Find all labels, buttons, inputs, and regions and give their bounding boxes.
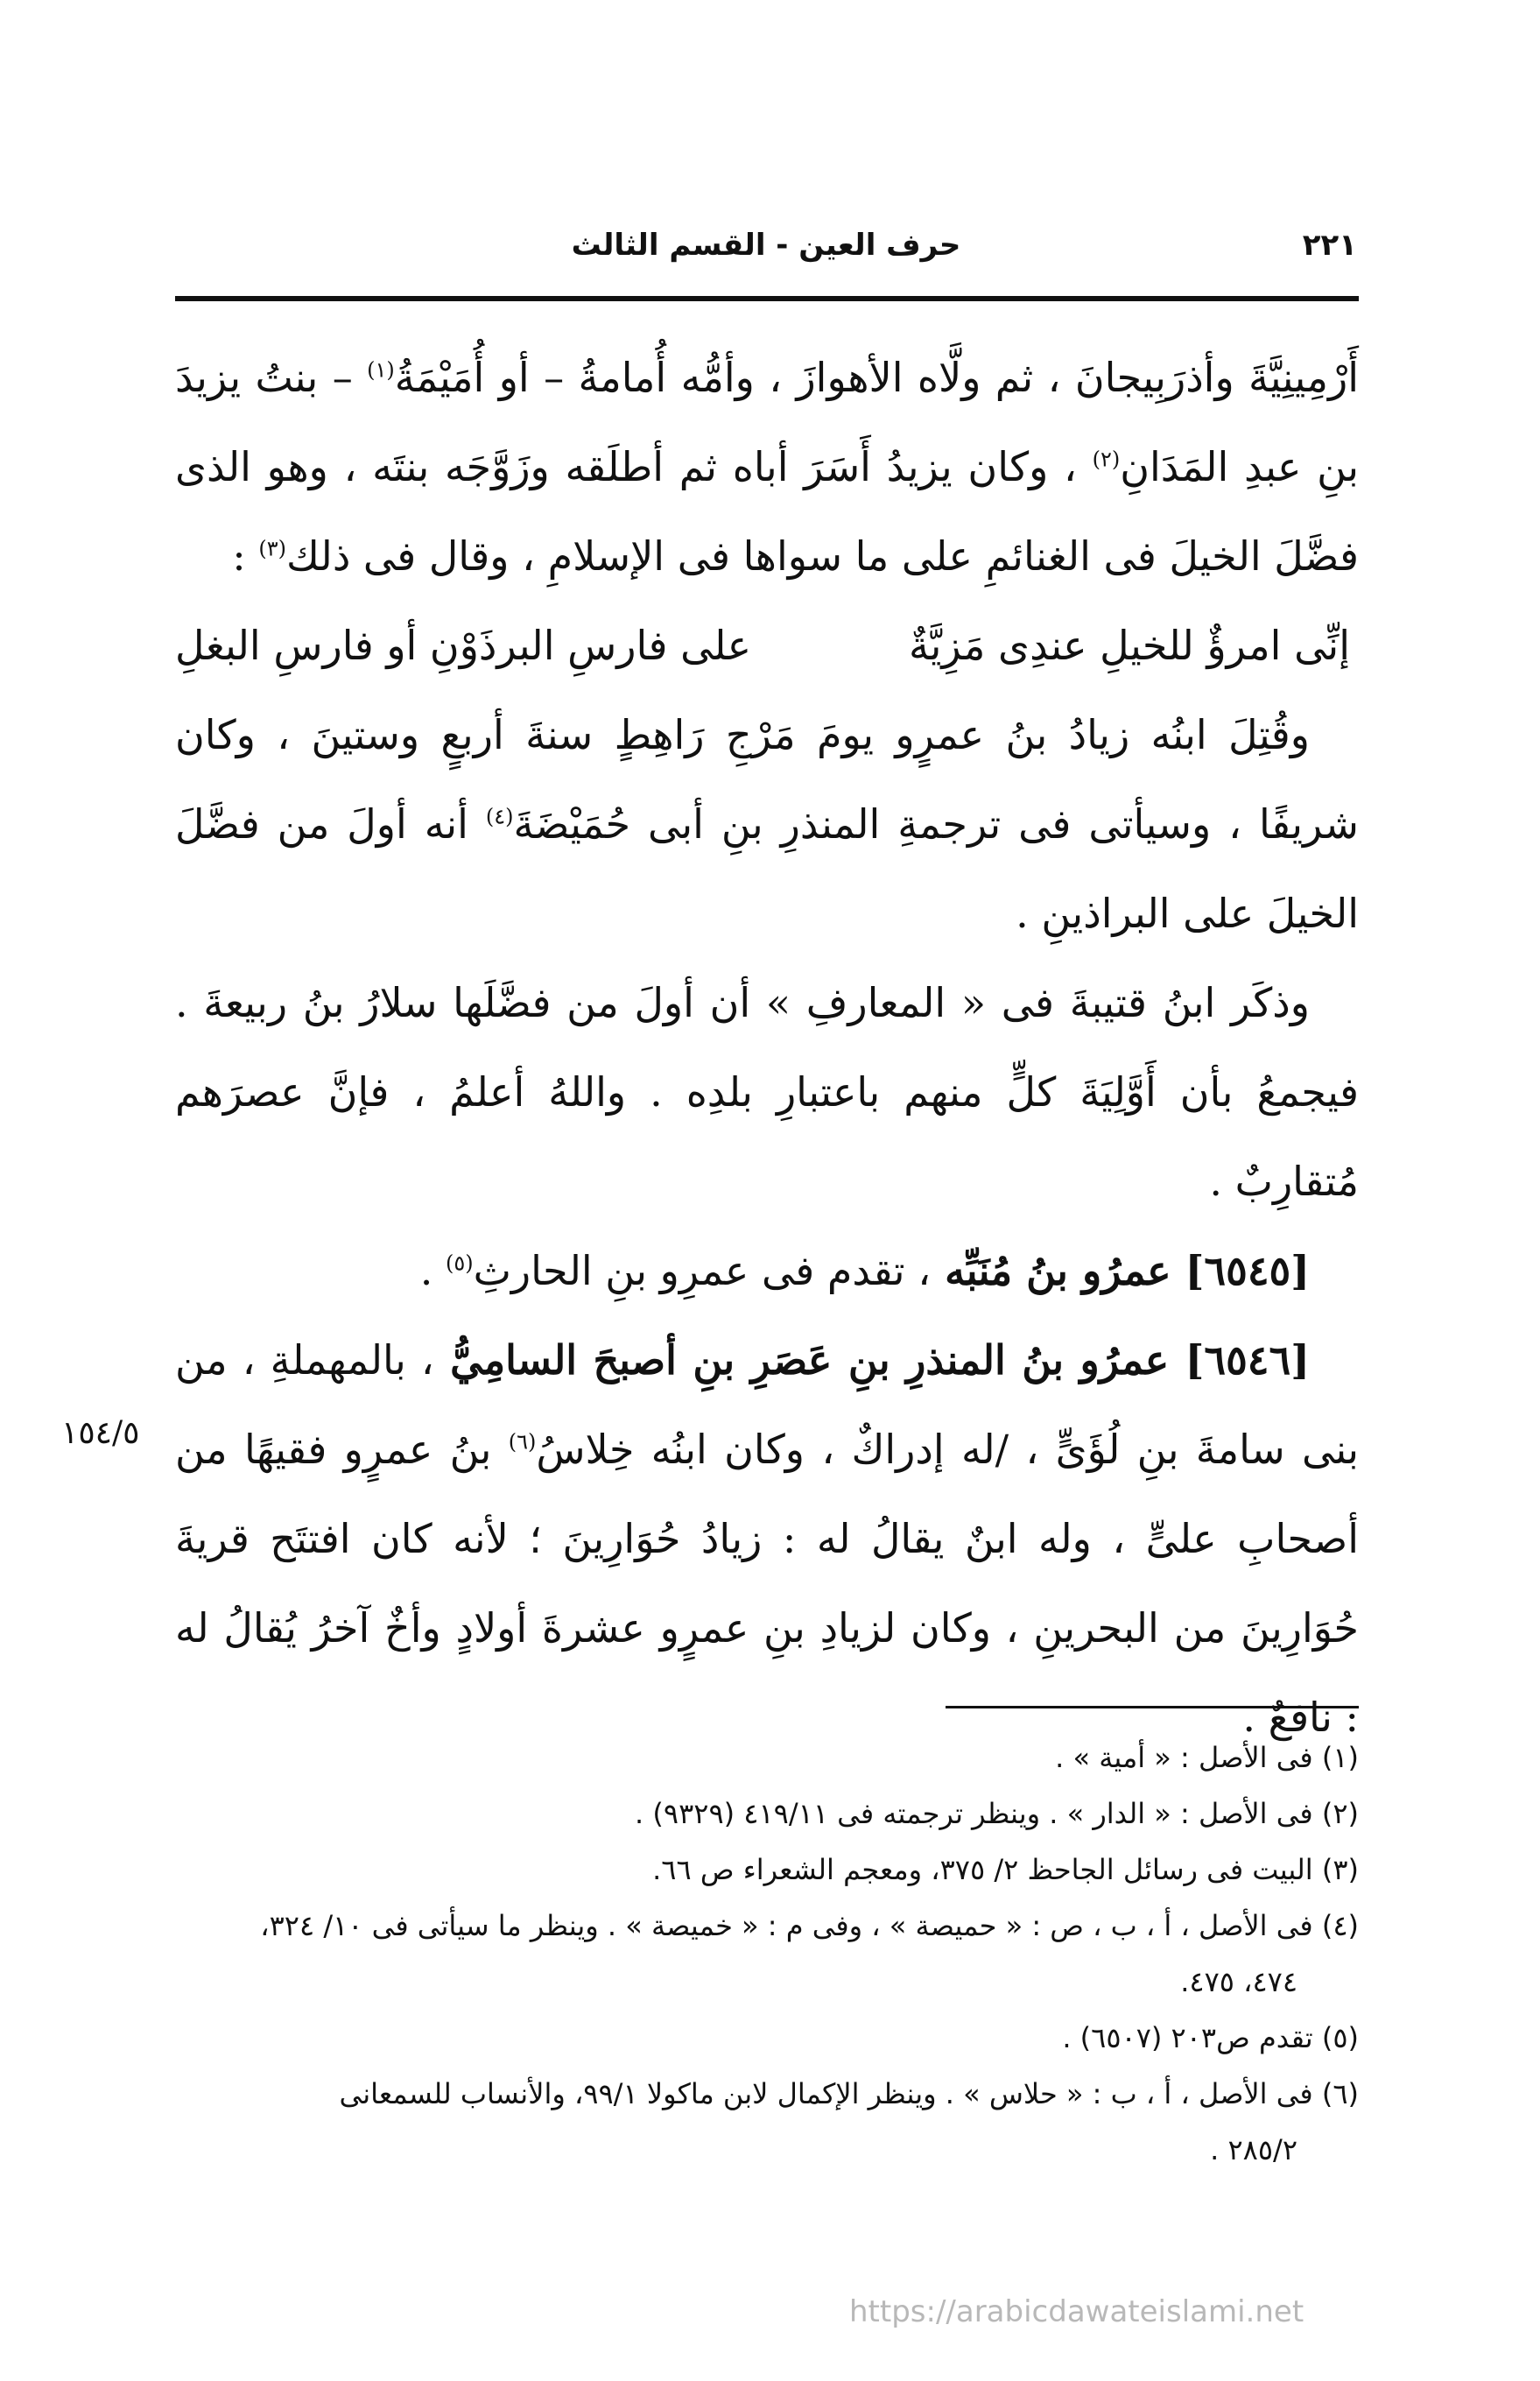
footnote-ref: (١) [367,357,395,383]
footnote-ref: (٦) [508,1429,537,1455]
paragraph-2 [175,690,1359,958]
footnote-rule [946,1706,1359,1708]
entry-6546 [175,1315,1359,1762]
paragraph-1 [175,333,1359,601]
footnote-4-continued: ٤٧٤، ٤٧٥. [1180,1965,1297,1998]
entry-6545 [175,1226,1359,1315]
footnote-3: (٣) البيت فى رسائل الجاحظ ٢/ ٣٧٥، ومعجم الشعراء ص ٦٦. [652,1853,1359,1886]
paragraph-3: وذكَر ابنُ قتيبةَ فى « المعارفِ » أن أولَ من فضَّلَها سلارُ بنُ ربيعةَ . فيجمعُ بأن أَوَّلِيَةَ كلٍّ منهم باعتبارِ بلدِه . واللهُ أعلمُ ، فإنَّ عصرَهم مُتقارِبٌ . [175,979,1359,1205]
text-line: ، وكان يزيدُ أَسَرَ أباه ثم أطلَقه وزَوَّجَه بنتَه ، وهو الذى فضَّلَ [175,443,1359,580]
header-rule [175,296,1359,301]
entry-name: عمرُو بنُ المنذرِ بنِ عَصَرِ بنِ أصبحَ السامِيُّ [433,1336,1185,1384]
entry-number: [٦٥٤٥] [1185,1247,1310,1294]
margin-page-reference: ١٥٤/٥ [61,1415,140,1451]
text-span: أنه أولَ من فضَّلَ الخيلَ على البراذينِ . [175,800,1359,937]
main-text [175,333,1359,1762]
entry-number: [٦٥٤٦] [1185,1336,1310,1384]
entry-name: عمرُو بنُ مُنَبِّه [931,1247,1185,1294]
footnote-6-continued: ٢٨٥/٢ . [1210,2133,1297,2166]
footnote-1: (١) فى الأصل : « أمية » . [1055,1741,1359,1774]
page-header [175,219,1357,280]
running-title: حرف العين - القسم الثالث [571,228,961,263]
text-span: . [419,1247,446,1294]
page-number: ٢٢١ [1302,228,1357,263]
footnote-6: (٦) فى الأصل ، أ ، ب : « حلاس » . وينظر الإكمال لابن ماكولا ٩٩/١، والأنساب للسمعانى [339,2077,1359,2110]
verse-hemistich-1: إنِّى امرؤٌ للخيلِ عندِى مَزِيَّةٌ [908,622,1350,669]
verse-hemistich-2: على فارسِ البرذَوْنِ أو فارسِ البغلِ [175,622,752,669]
text-span: ، تقدم فى عمرِو بنِ الحارثِ [473,1247,932,1294]
footnote-4: (٤) فى الأصل ، أ ، ب ، ص : « حميصة » ، وفى م : « خميصة » . وينظر ما سيأتى فى ١٠/ ٣٢٤، [260,1909,1359,1942]
poem-verse [175,601,1359,690]
text-line: أَرْمِينِيَّةَ وأذرَبِيجانَ ، ثم ولَّاه الأهوازَ ، وأمُّه أُمامةُ – أو أُمَيْمَةُ [394,354,1359,401]
footnote-ref: (٣) [258,536,287,561]
footnotes [175,1729,1359,2178]
footnote-ref: (٥) [445,1250,474,1276]
text-span: وقُتِلَ ابنُه زيادُ بنُ عمرٍو يومَ مَرْجِ رَاهِطٍ سنةَ أربعٍ وستينَ ، وكان شريفًا ، وسيأتى فى ترجمةِ المنذرِ بنِ أبى حُمَيْضَةَ [175,711,1359,848]
footnote-ref: (٤) [485,804,514,829]
text-span: ، بالمهملةِ ، من بنى سامةَ بنِ لُؤَىٍّ ، /له إدراكٌ ، وكان ابنُه خِلاسُ [175,1336,1359,1473]
footnote-5: (٥) تقدم ص٢٠٣ (٦٥٠٧) . [1062,2021,1359,2054]
footnote-ref: (٢) [1092,447,1121,472]
text-line: عبدِ المَدَانِ [1120,443,1302,490]
text-span: بنُ عمرٍو فقيهًا من أصحابِ علىٍّ ، وله ابنٌ يقالُ له : زيادُ حُوَارِينَ ؛ لأنه كان افتتَح قريةَ حُوَارِينَ من البحرينِ ، وكان لزيادِ بنِ عمرٍو عشرةَ أولادٍ وأخٌ آخرُ يُقالُ له : نافعٌ . [175,1426,1359,1741]
text-line: : [232,532,259,580]
text-line: – بنتُ يزيدَ بنِ [175,354,1359,490]
footnote-2: (٢) فى الأصل : « الدار » . وينظر ترجمته فى ٤١٩/١١ (٩٣٢٩) . [635,1797,1359,1830]
watermark-url: https://arabicdawateislami.net [849,2294,1304,2329]
text-line: الخيلَ فى الغنائمِ على ما سواها فى الإسلامِ ، وقال فى ذلك [286,532,1262,580]
